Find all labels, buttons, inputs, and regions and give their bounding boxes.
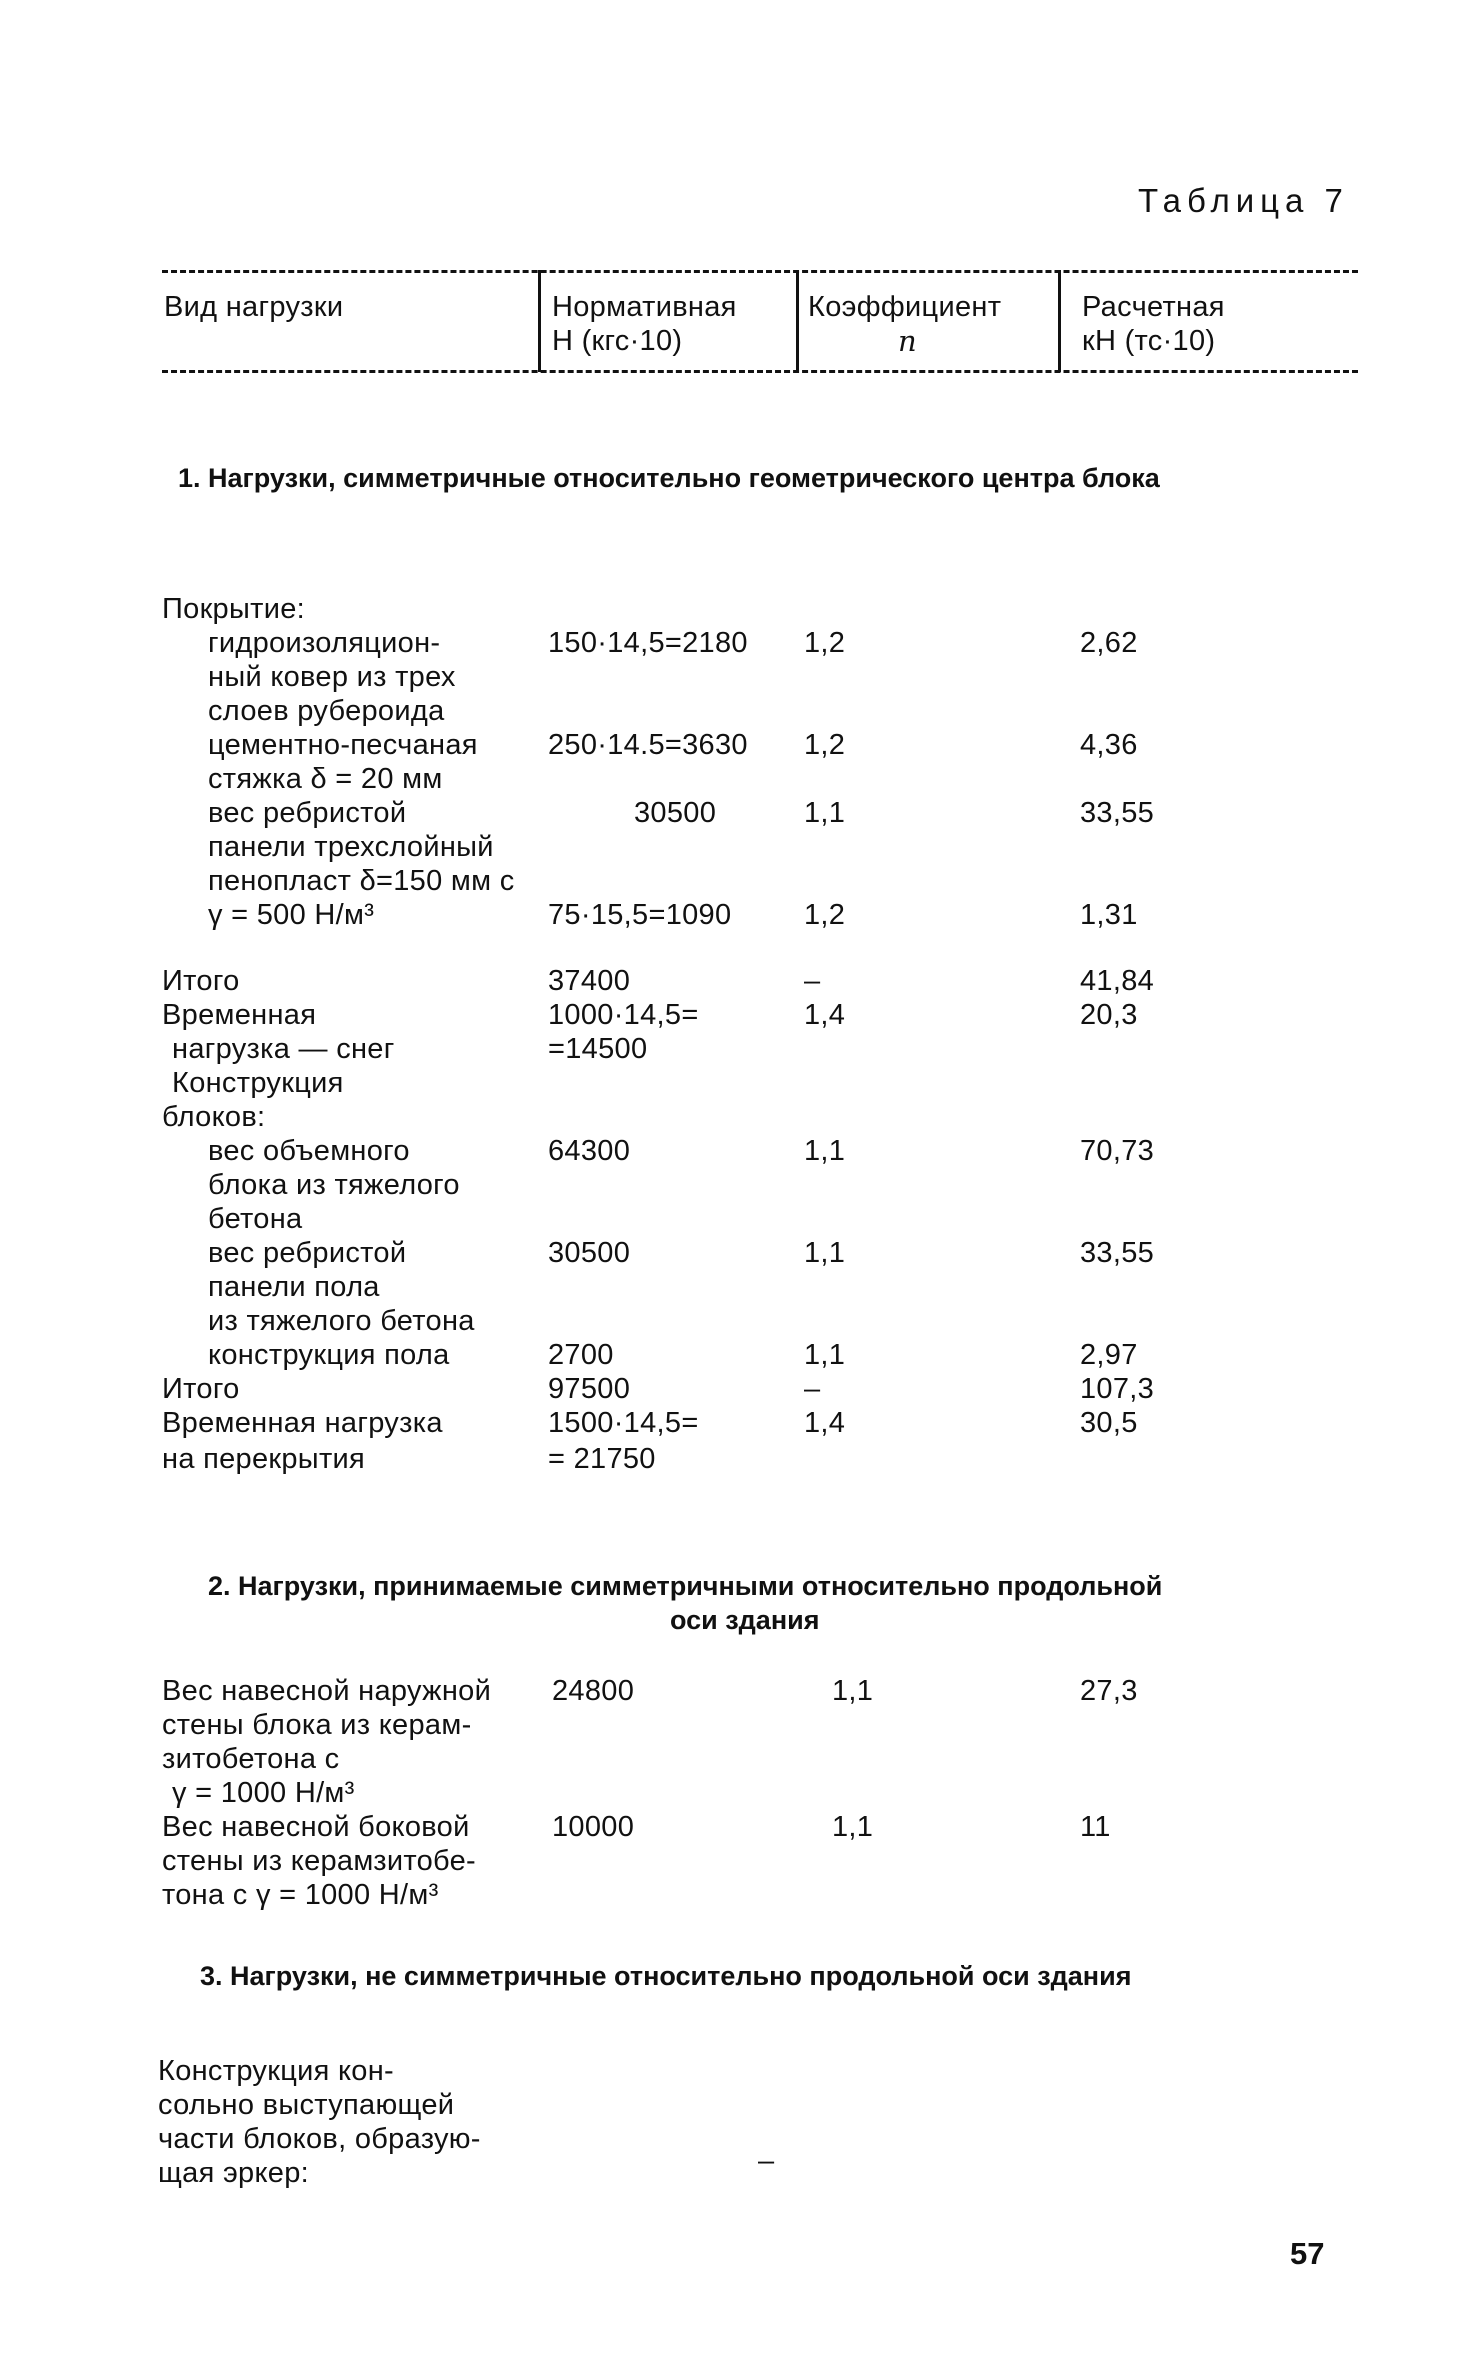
row-label: нагрузка — снег bbox=[172, 1033, 395, 1065]
row-coefficient: 1,1 bbox=[804, 1339, 846, 1371]
table-row bbox=[0, 626, 1476, 660]
row-label: Конструкция кон- bbox=[158, 2055, 394, 2087]
row-coefficient: 1,1 bbox=[804, 797, 846, 829]
table-row bbox=[0, 1878, 1476, 1912]
row-coefficient: 1,1 bbox=[832, 1811, 874, 1843]
row-normative: 64300 bbox=[548, 1135, 631, 1167]
table-row bbox=[0, 694, 1476, 728]
header-coefficient-symbol: n bbox=[898, 324, 917, 358]
row-design: 33,55 bbox=[1080, 1237, 1155, 1269]
row-normative: 150·14,5=2180 bbox=[548, 627, 748, 659]
row-design: 33,55 bbox=[1080, 797, 1155, 829]
table-row bbox=[0, 1844, 1476, 1878]
row-design: 70,73 bbox=[1080, 1135, 1155, 1167]
row-label: цементно-песчаная bbox=[208, 729, 478, 761]
header-design-line1: Расчетная bbox=[1082, 291, 1225, 323]
row-label: Итого bbox=[162, 965, 240, 997]
row-label: стяжка δ = 20 мм bbox=[208, 763, 443, 795]
row-label: вес ребристой bbox=[208, 797, 407, 829]
row-label: блока из тяжелого bbox=[208, 1169, 460, 1201]
table-row bbox=[0, 1304, 1476, 1338]
row-coefficient: 1,1 bbox=[804, 1237, 846, 1269]
row-coefficient: 1,4 bbox=[804, 1407, 846, 1439]
table-row bbox=[0, 1134, 1476, 1168]
row-label: Итого bbox=[162, 1373, 240, 1405]
row-label: γ = 1000 Н/м³ bbox=[172, 1777, 355, 1809]
section-1-title: 1. Нагрузки, симметричные относительно геометрического центра блока bbox=[178, 463, 1160, 493]
table-row bbox=[0, 660, 1476, 694]
header-top-rule bbox=[162, 270, 1358, 273]
row-label: Вес навесной наружной bbox=[162, 1675, 492, 1707]
row-coefficient: 1,4 bbox=[804, 999, 846, 1031]
row-design: 27,3 bbox=[1080, 1675, 1138, 1707]
section-2-title-line1: 2. Нагрузки, принимаемые симметричными относительно продольной bbox=[208, 1571, 1163, 1601]
row-label: пенопласт δ=150 мм с bbox=[208, 865, 515, 897]
row-label: гидроизоляцион- bbox=[208, 627, 441, 659]
row-label: конструкция пола bbox=[208, 1339, 450, 1371]
row-coefficient: 1,2 bbox=[804, 627, 846, 659]
table-row bbox=[0, 1168, 1476, 1202]
row-label: панели трехслойный bbox=[208, 831, 494, 863]
header-design-line2: кН (тс·10) bbox=[1082, 325, 1216, 357]
row-design: 1,31 bbox=[1080, 899, 1138, 931]
table-row bbox=[0, 762, 1476, 796]
table-row bbox=[0, 1236, 1476, 1270]
row-design: 2,97 bbox=[1080, 1339, 1138, 1371]
table-row bbox=[0, 728, 1476, 762]
row-coefficient: 1,2 bbox=[804, 729, 846, 761]
row-design: 11 bbox=[1080, 1811, 1111, 1843]
header-bottom-rule bbox=[162, 370, 1358, 373]
row-label: Временная bbox=[162, 999, 317, 1031]
section-2-title-line2: оси здания bbox=[670, 1605, 820, 1635]
table-row bbox=[0, 2088, 1476, 2122]
row-label: бетона bbox=[208, 1203, 303, 1235]
row-label: части блоков, образую- bbox=[158, 2123, 481, 2155]
row-label: на перекрытия bbox=[162, 1443, 366, 1475]
header-normative-line1: Нормативная bbox=[552, 291, 737, 323]
row-label: Конструкция bbox=[172, 1067, 344, 1099]
row-label: стены блока из керам- bbox=[162, 1709, 472, 1741]
table-row bbox=[0, 2054, 1476, 2088]
row-design: 2,62 bbox=[1080, 627, 1138, 659]
row-label: стены из керамзитобе- bbox=[162, 1845, 477, 1877]
row-label: зитобетона с bbox=[162, 1743, 340, 1775]
table-row bbox=[0, 2145, 1476, 2190]
row-design: 41,84 bbox=[1080, 965, 1155, 997]
table-row bbox=[0, 898, 1476, 932]
row-label: Временная нагрузка bbox=[162, 1407, 443, 1439]
row-label: Покрытие: bbox=[162, 593, 305, 625]
table-caption: Таблица 7 bbox=[1138, 182, 1349, 219]
table-row bbox=[0, 864, 1476, 898]
row-label: блоков: bbox=[162, 1101, 266, 1133]
table-row bbox=[0, 1810, 1476, 1844]
row-coefficient: 1,1 bbox=[804, 1135, 846, 1167]
row-label: ный ковер из трех bbox=[208, 661, 456, 693]
row-label: щая эркер: bbox=[158, 2157, 310, 2189]
row-normative: 10000 bbox=[552, 1811, 635, 1843]
table-row bbox=[0, 1406, 1476, 1440]
table-row bbox=[0, 1202, 1476, 1236]
header-divider-2 bbox=[796, 270, 799, 372]
row-label: Вес навесной боковой bbox=[162, 1811, 470, 1843]
row-normative: = 21750 bbox=[548, 1443, 656, 1475]
table-row bbox=[0, 1776, 1476, 1810]
header-divider-3 bbox=[1058, 270, 1061, 372]
row-normative: 30500 bbox=[634, 797, 717, 829]
row-label: слоев рубероида bbox=[208, 695, 445, 727]
row-normative: 250·14.5=3630 bbox=[548, 729, 748, 761]
table-row bbox=[0, 1708, 1476, 1742]
row-normative: 1000·14,5= bbox=[548, 999, 699, 1031]
row-label: вес объемного bbox=[208, 1135, 410, 1167]
page-number: 57 bbox=[1290, 2236, 1325, 2271]
row-coefficient: 1,1 bbox=[832, 1675, 874, 1707]
row-label: из тяжелого бетона bbox=[208, 1305, 475, 1337]
row-normative: 97500 bbox=[548, 1373, 631, 1405]
table-row bbox=[0, 964, 1476, 998]
table-row bbox=[0, 2122, 1476, 2156]
table-row bbox=[0, 592, 1476, 626]
table-row bbox=[0, 830, 1476, 864]
row-design: 107,3 bbox=[1080, 1373, 1155, 1405]
row-design: 20,3 bbox=[1080, 999, 1138, 1031]
table-row bbox=[0, 1442, 1476, 1476]
table-row bbox=[0, 998, 1476, 1032]
row-label: вес ребристой bbox=[208, 1237, 407, 1269]
row-normative: 24800 bbox=[552, 1675, 635, 1707]
row-label: γ = 500 Н/м³ bbox=[208, 899, 375, 931]
table-row bbox=[0, 1100, 1476, 1134]
table-row bbox=[0, 796, 1476, 830]
table-row bbox=[0, 1066, 1476, 1100]
row-coefficient: 1,2 bbox=[804, 899, 846, 931]
section-3-title: 3. Нагрузки, не симметричные относительно продольной оси здания bbox=[200, 1961, 1132, 1991]
row-normative: 37400 bbox=[548, 965, 631, 997]
header-coefficient-line1: Коэффициент bbox=[808, 291, 1002, 323]
row-label: панели пола bbox=[208, 1271, 380, 1303]
table-row bbox=[0, 1674, 1476, 1708]
row-design: 30,5 bbox=[1080, 1407, 1138, 1439]
row-design: 4,36 bbox=[1080, 729, 1138, 761]
table-row bbox=[0, 1742, 1476, 1776]
row-coefficient: – bbox=[804, 965, 821, 997]
header-normative-line2: Н (кгс·10) bbox=[552, 325, 683, 357]
row-label: сольно выступающей bbox=[158, 2089, 455, 2121]
table-row bbox=[0, 1372, 1476, 1406]
row-normative: 75·15,5=1090 bbox=[548, 899, 732, 931]
row-normative: 1500·14,5= bbox=[548, 1407, 699, 1439]
header-load-type: Вид нагрузки bbox=[164, 291, 344, 323]
header-divider-1 bbox=[538, 270, 541, 372]
row-coefficient: – bbox=[804, 1373, 821, 1405]
row-label: тона с γ = 1000 Н/м³ bbox=[162, 1879, 439, 1911]
row-normative: 30500 bbox=[548, 1237, 631, 1269]
table-row bbox=[0, 1032, 1476, 1066]
table-row bbox=[0, 1270, 1476, 1304]
row-normative: 2700 bbox=[548, 1339, 614, 1371]
row-coefficient: – bbox=[758, 2145, 775, 2177]
row-normative: =14500 bbox=[548, 1033, 648, 1065]
table-row bbox=[0, 1338, 1476, 1372]
